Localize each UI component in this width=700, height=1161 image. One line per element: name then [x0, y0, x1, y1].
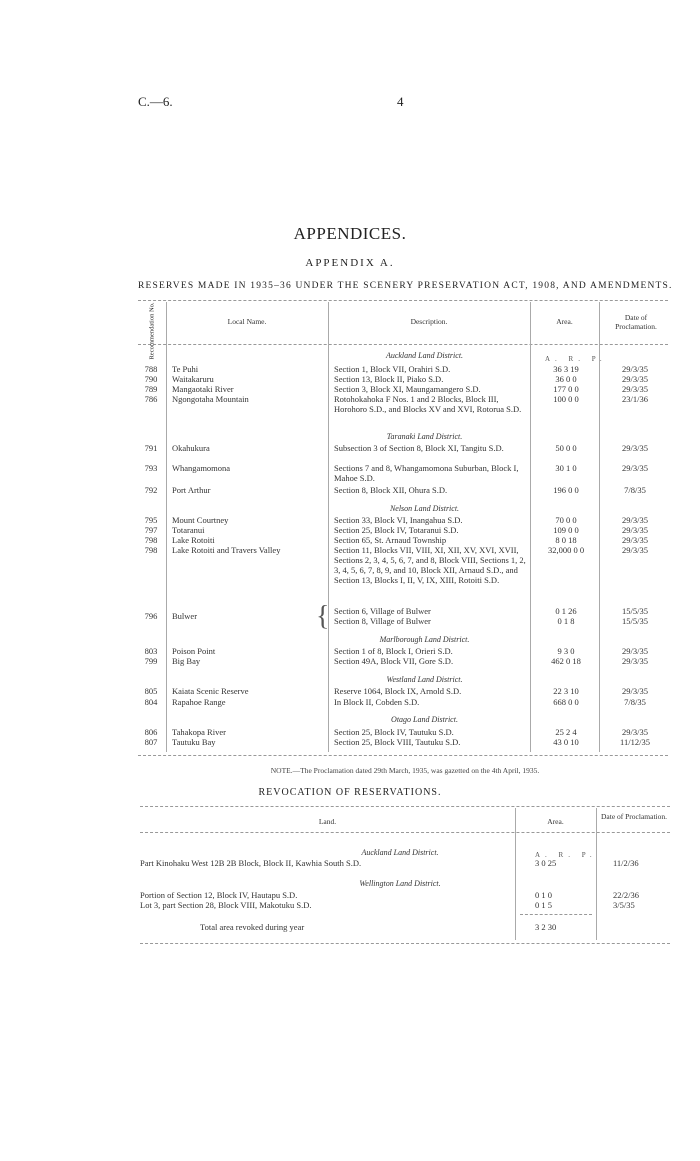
revocation-area: 0 1 0: [535, 890, 552, 900]
district-heading: Nelson Land District.: [389, 504, 460, 513]
column-header-description: Description.: [410, 317, 448, 326]
revocation-area: 0 1 5: [535, 900, 552, 910]
revocation-header-area: Area.: [547, 817, 564, 826]
revocation-date: 11/2/36: [613, 858, 639, 868]
column-divider: [166, 302, 167, 752]
revocation-row: Part Kinohaku West 12B 2B Block, Block II, Kawhia South S.D.: [140, 858, 362, 868]
document-reference: C.—6.: [138, 94, 173, 109]
area-units: A. R. P.: [535, 851, 597, 859]
district-heading: Taranaki Land District.: [386, 432, 463, 441]
total-area: 3 2 30: [535, 922, 557, 932]
area-units: A. R. P.: [545, 355, 607, 363]
column-divider: [596, 808, 597, 940]
document-page: C.—6. 4 APPENDICES. APPENDIX A. RESERVES MADE IN 1935–36 UNDER THE SCENERY PRESERVATION ACT, 1908, AND AMENDMENTS. Recommendation No. Local Name. Description. Area. Date of Proclamation. Auckland Land District. A. R. P. 788 Te Puhi Section 1, Block VII, Orahiri S.D. 36 3 19 29/3/35 790 Waitakaruru Section 13, Block II, Piako S.D. 36 0 0 29/3/35 789 Mangaotaki River Section 3, Block XI, Maungamangero S.D. 177 0 0 29/3/35 786 Ngongotaha Mountain Rotohokahoka F Nos. 1 and 2 Blocks, Block III, Horohoro S.D., and Blocks XV and XVI, Rotorua S.D. 100 0 0 23/1/36 Taranaki Land District. 791 Okahukura Subsection 3 of Section 8, Block XI, Tangitu S.D. 50 0 0 29/3/35 793 Whangamomona Sections 7 and 8, Whangamomona Suburban, Block I, Mahoe S.D. 30 1 0 29/3/35 792 Port Arthur Section 8, Block XII, Ohura S.D. 196 0 0 7/8/35 Nelson Land District. 795 Mount Courtney Section 33, Block VI, Inangahua S.D. 70 0 0 29/3/35 797 Totaranui Section 25, Block IV, Totaranui S.D. 109 0 0 29/3/35 798 Lake Rotoiti Section 65, St. Arnaud Township 8 0 18 29/3/35 798 Lake Rotoiti and Travers Valley Section 11, Blocks VII, VIII, XI, XII, XV, XVI, XVII, Sections 2, 3, 4, 5, 6, 7, and 8, Block VIII, Sections 1, 2, 3, 4, 5, 6, 7, 8, 9, and 10, Block XII, Arnaud S.D., and Section 13, Blocks I, II, V, IX, XIII, Rotoiti S.D. 32,000 0 0 29/3/35 { 796 Bulwer Section 6, Village of Bulwer 0 1 26 15/5/35 Section 8, Village of Bulwer 0 1 8 15/5/35 Marlborough Land District. 803 Poison Point Section 1 of 8, Block I, Orieri S.D. 9 3 0 29/3/35 799 Big Bay Section 49A, Block VII, Gore S.D. 462 0 18 29/3/35 Westland Land District. 805 Kaiata Scenic Reserve Reserve 1064, Block IX, Arnold S.D. 22 3 10 29/3/35 804 Rapahoe Range In Block II, Cobden S.D. 668 0 0 7/8/35 Otago Land District. 806 Tahakopa River Section 25, Block IV, Tautuku S.D. 25 2 4 29/3/35 807 Tautuku Bay Section 25, Block VIII, Tautuku S.D. 43 0 10 11/12/35 NOTE.—The Proclamation dated 29th March, 1935, was gazetted on the 4th April, 1935. REVOCATION OF RESERVATIONS. Land. Area. Date of Proclamation. Auckland Land District. A. R. P. Part Kinohaku West 12B 2B Block, Block II, Kawhia South S.D. 3 0 25 11/2/36 Wellington Land District. Portion of Section 12, Block IV, Hautapu S.D. 0 1 0 22/2/36 Lot 3, part Section 28, Block VIII, Makotuku S.D. 0 1 5 3/5/35 Total area revoked during year 3 2 30: [0, 0, 700, 1161]
revocation-header-land: Land.: [318, 817, 337, 826]
column-header-area: Area.: [556, 317, 573, 326]
brace-symbol: {: [316, 601, 330, 632]
district-heading: Wellington Land District.: [359, 879, 441, 888]
column-header-date: Date of Proclamation.: [615, 313, 657, 331]
district-heading: Westland Land District.: [386, 675, 463, 684]
revocation-top-rule: [140, 806, 670, 807]
district-heading: Auckland Land District.: [385, 351, 464, 360]
district-heading: Auckland Land District.: [361, 848, 439, 857]
revocation-header-date: Date of Proclamation.: [600, 812, 668, 821]
column-header-local-name: Local Name.: [227, 317, 267, 326]
revocation-row: Portion of Section 12, Block IV, Hautapu S.D.: [140, 890, 298, 900]
revocation-title: REVOCATION OF RESERVATIONS.: [258, 787, 442, 798]
appendix-title: APPENDIX A.: [305, 257, 395, 269]
revocation-bottom-rule: [140, 943, 670, 944]
district-heading: Marlborough Land District.: [379, 635, 470, 644]
total-rule: [520, 914, 592, 915]
table-title: RESERVES MADE IN 1935–36 UNDER THE SCENERY PRESERVATION ACT, 1908, AND AMENDMENTS.: [138, 281, 673, 291]
district-heading: Otago Land District.: [391, 715, 458, 724]
total-label: Total area revoked during year: [200, 922, 305, 932]
revocation-date: 3/5/35: [613, 900, 635, 910]
table-note: NOTE.—The Proclamation dated 29th March, 1935, was gazetted on the 4th April, 1935.: [270, 766, 540, 775]
table-bottom-rule: [138, 755, 668, 756]
page-number: 4: [397, 94, 404, 109]
column-divider: [515, 808, 516, 940]
revocation-header-rule: [140, 832, 670, 833]
revocation-area: 3 0 25: [535, 858, 557, 868]
header-bottom-rule: [138, 344, 668, 345]
page-title: APPENDICES.: [293, 224, 407, 243]
column-divider: [328, 302, 329, 752]
revocation-date: 22/2/36: [613, 890, 639, 900]
column-divider: [599, 302, 600, 752]
column-divider: [530, 302, 531, 752]
revocation-row: Lot 3, part Section 28, Block VIII, Makotuku S.D.: [140, 900, 312, 910]
table-top-rule: [138, 300, 668, 301]
column-header-number: Recommendation No.: [148, 302, 156, 360]
